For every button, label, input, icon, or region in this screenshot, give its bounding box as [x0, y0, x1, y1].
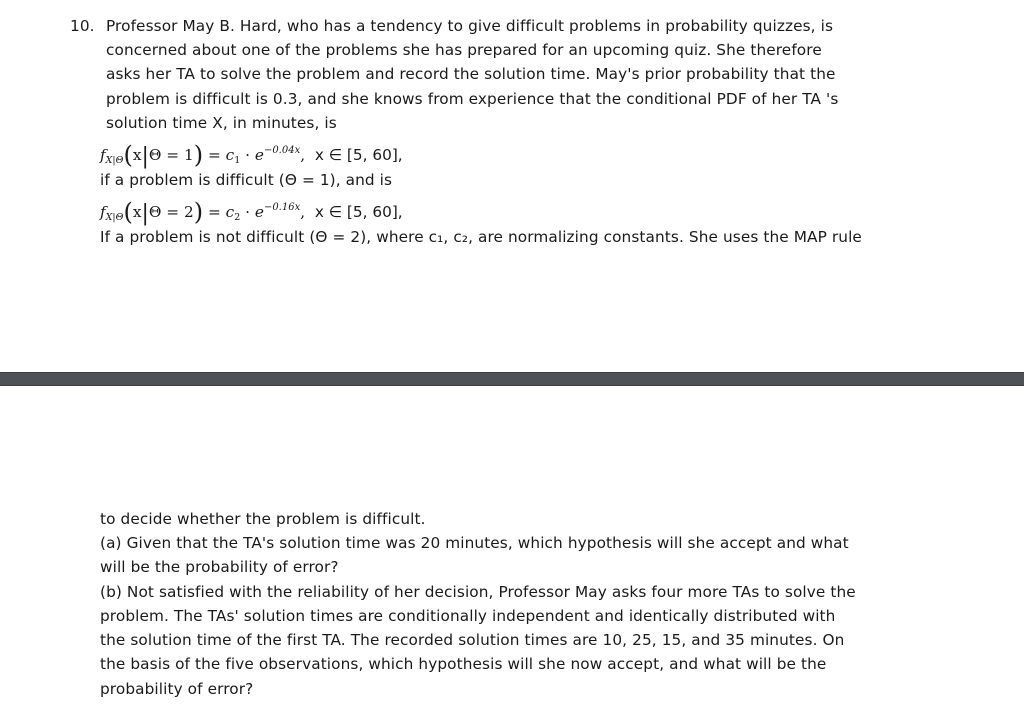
- text-if-difficult: if a problem is difficult (Θ = 1), and is: [100, 171, 393, 189]
- problem-line-5: solution time X, in minutes, is: [106, 114, 337, 132]
- problem-line-3: asks her TA to solve the problem and record the solution time. May's prior probability that the: [106, 65, 836, 83]
- problem-number: 10.: [70, 17, 95, 35]
- part-b-line-3: the solution time of the first TA. The recorded solution times are 10, 25, 15, and 35 minutes. On: [100, 631, 845, 649]
- part-a-line-2: will be the probability of error?: [100, 558, 339, 576]
- equation-not-difficult-pdf: $f_{X|\Theta}(x|\Theta = 2) = c_2 \cdot e^{-0.16x}$, x ∈ [5, 60],: [100, 198, 403, 226]
- part-b-line-5: probability of error?: [100, 680, 254, 698]
- problem-cont-line-1: to decide whether the problem is difficult.: [100, 510, 426, 528]
- part-b-line-4: the basis of the five observations, which hypothesis will she now accept, and what will be the: [100, 655, 827, 673]
- part-b-line-1: (b) Not satisfied with the reliability of her decision, Professor May asks four more TAs to solve the: [100, 583, 856, 601]
- text-not-difficult: If a problem is not difficult (Θ = 2), where c₁, c₂, are normalizing constants. She uses the MAP rule: [100, 228, 862, 246]
- problem-line-2: concerned about one of the problems she has prepared for an upcoming quiz. She therefore: [106, 41, 822, 59]
- page-break-divider: [0, 372, 1024, 386]
- problem-line-4: problem is difficult is 0.3, and she knows from experience that the conditional PDF of her TA 's: [106, 90, 839, 108]
- problem-line-1: Professor May B. Hard, who has a tendency to give difficult problems in probability quizzes, is: [106, 17, 834, 35]
- part-a-line-1: (a) Given that the TA's solution time was 20 minutes, which hypothesis will she accept and what: [100, 534, 849, 552]
- equation-difficult-pdf: $f_{X|\Theta}(x|\Theta = 1) = c_1 \cdot e^{-0.04x}$, x ∈ [5, 60],: [100, 141, 403, 169]
- part-b-line-2: problem. The TAs' solution times are conditionally independent and identically distributed with: [100, 607, 836, 625]
